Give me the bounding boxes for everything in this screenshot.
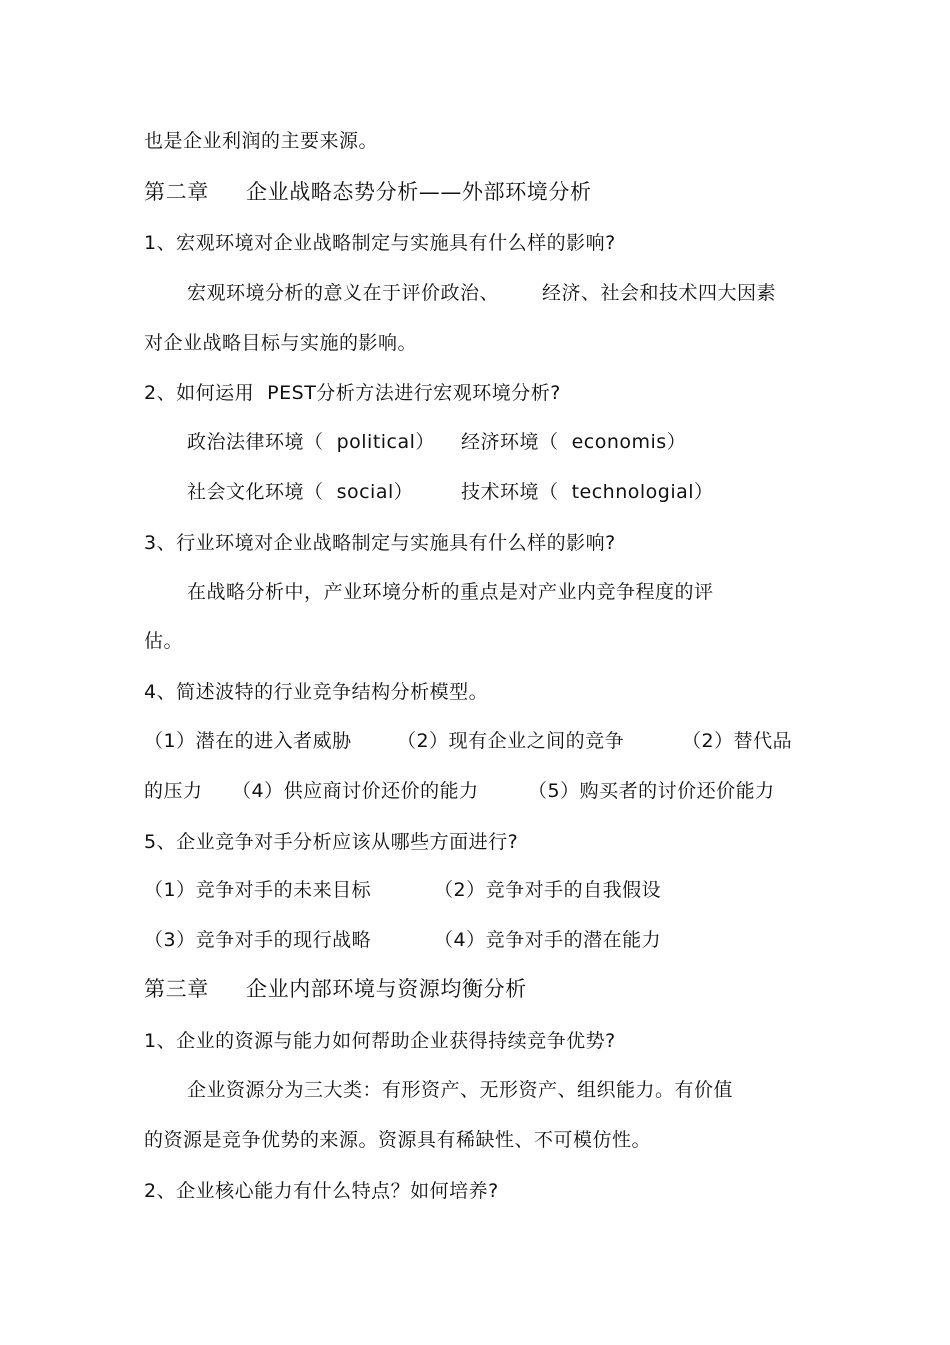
chapter-3-question-1: 1、企业的资源与能力如何帮助企业获得持续竞争优势? bbox=[144, 1030, 616, 1052]
chapter-3-question-2: 2、企业核心能力有什么特点？如何培养? bbox=[144, 1180, 499, 1202]
force-1: （1）潜在的进入者威胁 bbox=[144, 730, 352, 752]
pest-technological: 技术环境（ technologial） bbox=[461, 481, 714, 503]
force-3: （2）替代品 bbox=[682, 730, 793, 752]
competitor-item-3: （3）竞争对手的现行战略 bbox=[144, 929, 372, 951]
chapter-3-title: 企业内部环境与资源均衡分析 bbox=[246, 977, 527, 1001]
answer-3-line-2: 估。 bbox=[144, 630, 184, 652]
competitor-item-4: （4）竞争对手的潜在能力 bbox=[434, 929, 662, 951]
answer-3-line-1: 在战略分析中，产业环境分析的重点是对产业内竞争程度的评 bbox=[187, 581, 714, 603]
competitor-item-1: （1）竞争对手的未来目标 bbox=[144, 879, 372, 901]
pest-economic: 经济环境（ economis） bbox=[461, 431, 687, 453]
question-2: 2、如何运用 PEST分析方法进行宏观环境分析? bbox=[144, 382, 561, 404]
pest-social: 社会文化环境（ social） bbox=[187, 481, 414, 503]
chapter-3-answer-1-line-1: 企业资源分为三大类：有形资产、无形资产、组织能力。有价值 bbox=[187, 1079, 734, 1101]
answer-1-line-1b: 经济、社会和技术四大因素 bbox=[542, 282, 777, 304]
question-5: 5、企业竞争对手分析应该从哪些方面进行? bbox=[144, 831, 519, 853]
chapter-3-number: 第三章 bbox=[144, 977, 209, 1001]
answer-1-line-2: 对企业战略目标与实施的影响。 bbox=[144, 332, 418, 354]
question-4: 4、简述波特的行业竞争结构分析模型。 bbox=[144, 681, 489, 703]
paragraph-continuation: 也是企业利润的主要来源。 bbox=[144, 130, 379, 152]
chapter-3-answer-1-line-2: 的资源是竞争优势的来源。资源具有稀缺性、不可模仿性。 bbox=[144, 1129, 652, 1151]
force-4: （4）供应商讨价还价的能力 bbox=[232, 780, 479, 802]
pest-political: 政治法律环境（ political） bbox=[187, 431, 435, 453]
chapter-2-title: 企业战略态势分析——外部环境分析 bbox=[246, 180, 592, 204]
question-3: 3、行业环境对企业战略制定与实施具有什么样的影响? bbox=[144, 532, 616, 554]
force-3-continuation: 的压力 bbox=[144, 780, 203, 802]
question-1: 1、宏观环境对企业战略制定与实施具有什么样的影响? bbox=[144, 232, 616, 254]
answer-1-line-1: 宏观环境分析的意义在于评价政治、 bbox=[187, 282, 500, 304]
chapter-2-number: 第二章 bbox=[144, 180, 209, 204]
force-2: （2）现有企业之间的竞争 bbox=[397, 730, 625, 752]
competitor-item-2: （2）竞争对手的自我假设 bbox=[434, 879, 662, 901]
force-5: （5）购买者的讨价还价能力 bbox=[528, 780, 775, 802]
